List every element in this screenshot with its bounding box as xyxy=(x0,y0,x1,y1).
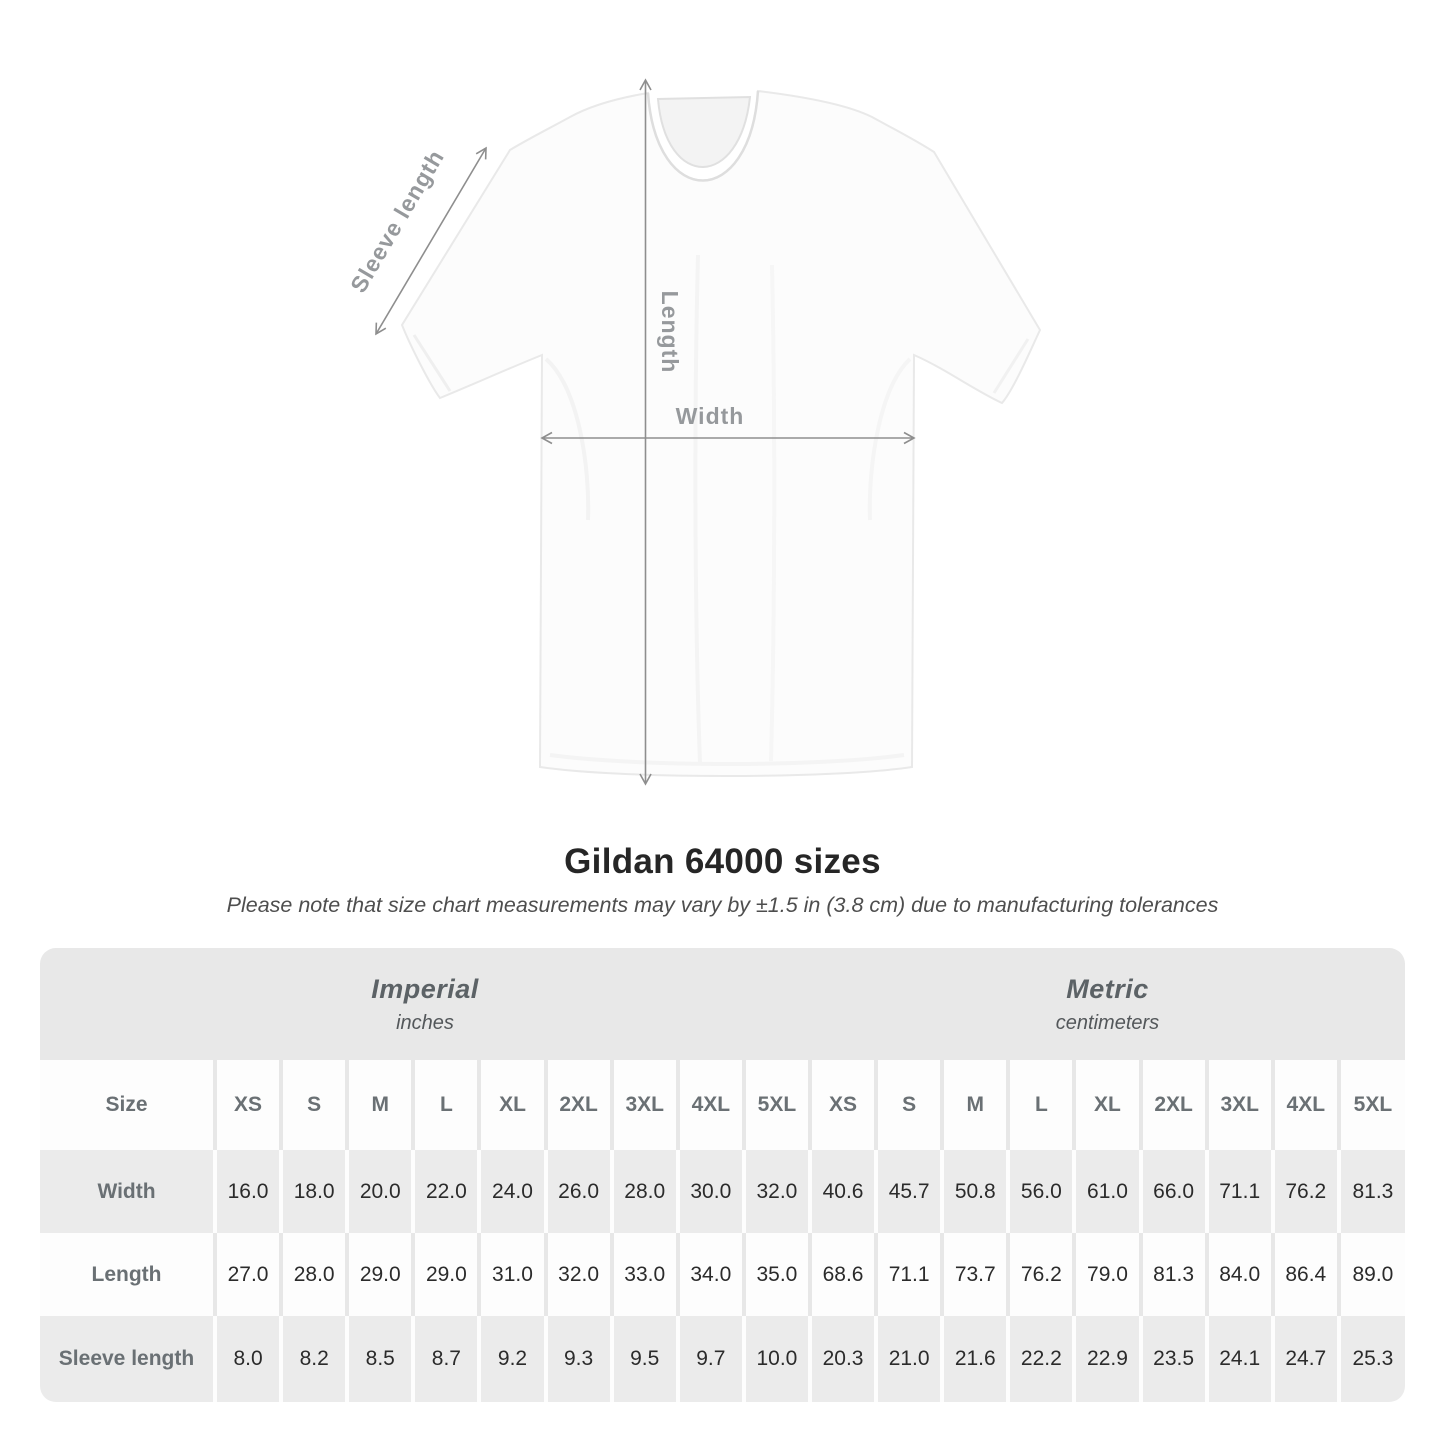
width-metric-xl: 61.0 xyxy=(1074,1150,1140,1233)
length-imperial-4xl: 34.0 xyxy=(678,1233,744,1316)
width-metric-s: 45.7 xyxy=(876,1150,942,1233)
metric-section-title: Metric xyxy=(1066,973,1149,1004)
tshirt-body xyxy=(402,91,1040,776)
page-subtitle: Please note that size chart measurements may vary by ±1.5 in (3.8 cm) due to manufacturing tolerances xyxy=(226,893,1219,917)
width-metric-l: 56.0 xyxy=(1008,1150,1074,1233)
length-metric-3xl: 84.0 xyxy=(1207,1233,1273,1316)
size-col-header-metric-4xl: 4XL xyxy=(1273,1060,1339,1150)
sleeve-imperial-xl: 9.2 xyxy=(479,1316,545,1402)
sleeve-metric-xl: 22.9 xyxy=(1074,1316,1140,1402)
tshirt-measurement-diagram xyxy=(340,55,1080,805)
length-imperial-3xl: 33.0 xyxy=(612,1233,678,1316)
width-imperial-l: 22.0 xyxy=(413,1150,479,1233)
length-metric-xs: 68.6 xyxy=(810,1233,876,1316)
length-imperial-m: 29.0 xyxy=(347,1233,413,1316)
length-metric-5xl: 89.0 xyxy=(1339,1233,1405,1316)
sleeve-metric-4xl: 24.7 xyxy=(1273,1316,1339,1402)
size-header-row xyxy=(40,1060,1405,1150)
width-metric-4xl: 76.2 xyxy=(1273,1150,1339,1233)
sleeve-metric-5xl: 25.3 xyxy=(1339,1316,1405,1402)
length-metric-s: 71.1 xyxy=(876,1233,942,1316)
width-metric-m: 50.8 xyxy=(942,1150,1008,1233)
length-row-label: Length xyxy=(40,1233,215,1316)
length-imperial-l: 29.0 xyxy=(413,1233,479,1316)
width-imperial-2xl: 26.0 xyxy=(546,1150,612,1233)
width-row-label: Width xyxy=(40,1150,215,1233)
sleeve-length-label: Sleeve length xyxy=(344,144,450,298)
length-metric-4xl: 86.4 xyxy=(1273,1233,1339,1316)
table-row-length xyxy=(40,1233,1405,1316)
metric-section-header xyxy=(810,948,1405,1060)
tshirt-svg xyxy=(340,55,1080,805)
width-metric-2xl: 66.0 xyxy=(1141,1150,1207,1233)
size-col-header-imperial-xs: XS xyxy=(215,1060,281,1150)
size-col-header-metric-s: S xyxy=(876,1060,942,1150)
size-col-header-metric-3xl: 3XL xyxy=(1207,1060,1273,1150)
imperial-section-title: Imperial xyxy=(371,973,479,1004)
sleeve-metric-m: 21.6 xyxy=(942,1316,1008,1402)
width-label: Width xyxy=(675,403,745,429)
width-imperial-5xl: 32.0 xyxy=(744,1150,810,1233)
size-table-grid xyxy=(40,948,1405,1402)
width-metric-5xl: 81.3 xyxy=(1339,1150,1405,1233)
width-imperial-xl: 24.0 xyxy=(479,1150,545,1233)
imperial-section-unit: inches xyxy=(396,1011,454,1034)
size-col-header-metric-2xl: 2XL xyxy=(1141,1060,1207,1150)
size-col-header-imperial-2xl: 2XL xyxy=(546,1060,612,1150)
width-imperial-s: 18.0 xyxy=(281,1150,347,1233)
size-corner-label: Size xyxy=(40,1060,215,1150)
width-metric-3xl: 71.1 xyxy=(1207,1150,1273,1233)
sleeve-imperial-3xl: 9.5 xyxy=(612,1316,678,1402)
table-row-width xyxy=(40,1150,1405,1233)
length-imperial-s: 28.0 xyxy=(281,1233,347,1316)
width-imperial-m: 20.0 xyxy=(347,1150,413,1233)
sleeve-metric-xs: 20.3 xyxy=(810,1316,876,1402)
width-imperial-xs: 16.0 xyxy=(215,1150,281,1233)
imperial-section-header xyxy=(40,948,810,1060)
size-col-header-imperial-3xl: 3XL xyxy=(612,1060,678,1150)
size-col-header-metric-m: M xyxy=(942,1060,1008,1150)
length-imperial-5xl: 35.0 xyxy=(744,1233,810,1316)
size-col-header-imperial-m: M xyxy=(347,1060,413,1150)
size-col-header-imperial-l: L xyxy=(413,1060,479,1150)
size-col-header-imperial-4xl: 4XL xyxy=(678,1060,744,1150)
length-metric-l: 76.2 xyxy=(1008,1233,1074,1316)
length-imperial-xs: 27.0 xyxy=(215,1233,281,1316)
length-metric-2xl: 81.3 xyxy=(1141,1233,1207,1316)
length-metric-xl: 79.0 xyxy=(1074,1233,1140,1316)
sleeve-imperial-m: 8.5 xyxy=(347,1316,413,1402)
tshirt-collar-inner xyxy=(658,97,750,167)
width-imperial-4xl: 30.0 xyxy=(678,1150,744,1233)
sleeve-imperial-4xl: 9.7 xyxy=(678,1316,744,1402)
unit-section-row xyxy=(40,948,1405,1060)
sleeve-imperial-5xl: 10.0 xyxy=(744,1316,810,1402)
sleeve-metric-s: 21.0 xyxy=(876,1316,942,1402)
size-col-header-metric-xl: XL xyxy=(1074,1060,1140,1150)
width-metric-xs: 40.6 xyxy=(810,1150,876,1233)
sleeve-imperial-l: 8.7 xyxy=(413,1316,479,1402)
size-col-header-imperial-s: S xyxy=(281,1060,347,1150)
size-table xyxy=(40,948,1405,1402)
heading-block xyxy=(0,842,1445,918)
sleeve-imperial-xs: 8.0 xyxy=(215,1316,281,1402)
metric-section-unit: centimeters xyxy=(1055,1011,1160,1034)
size-col-header-imperial-5xl: 5XL xyxy=(744,1060,810,1150)
width-imperial-3xl: 28.0 xyxy=(612,1150,678,1233)
table-row-sleeve-length xyxy=(40,1316,1405,1402)
sleeve-metric-3xl: 24.1 xyxy=(1207,1316,1273,1402)
length-metric-m: 73.7 xyxy=(942,1233,1008,1316)
sleeve-row-label: Sleeve length xyxy=(40,1316,215,1402)
size-col-header-imperial-xl: XL xyxy=(479,1060,545,1150)
length-imperial-2xl: 32.0 xyxy=(546,1233,612,1316)
page-title: Gildan 64000 sizes xyxy=(564,842,881,881)
sleeve-imperial-s: 8.2 xyxy=(281,1316,347,1402)
length-imperial-xl: 31.0 xyxy=(479,1233,545,1316)
size-col-header-metric-l: L xyxy=(1008,1060,1074,1150)
length-label: Length xyxy=(657,290,683,374)
sleeve-metric-2xl: 23.5 xyxy=(1141,1316,1207,1402)
size-col-header-metric-xs: XS xyxy=(810,1060,876,1150)
sleeve-imperial-2xl: 9.3 xyxy=(546,1316,612,1402)
size-col-header-metric-5xl: 5XL xyxy=(1339,1060,1405,1150)
sleeve-metric-l: 22.2 xyxy=(1008,1316,1074,1402)
